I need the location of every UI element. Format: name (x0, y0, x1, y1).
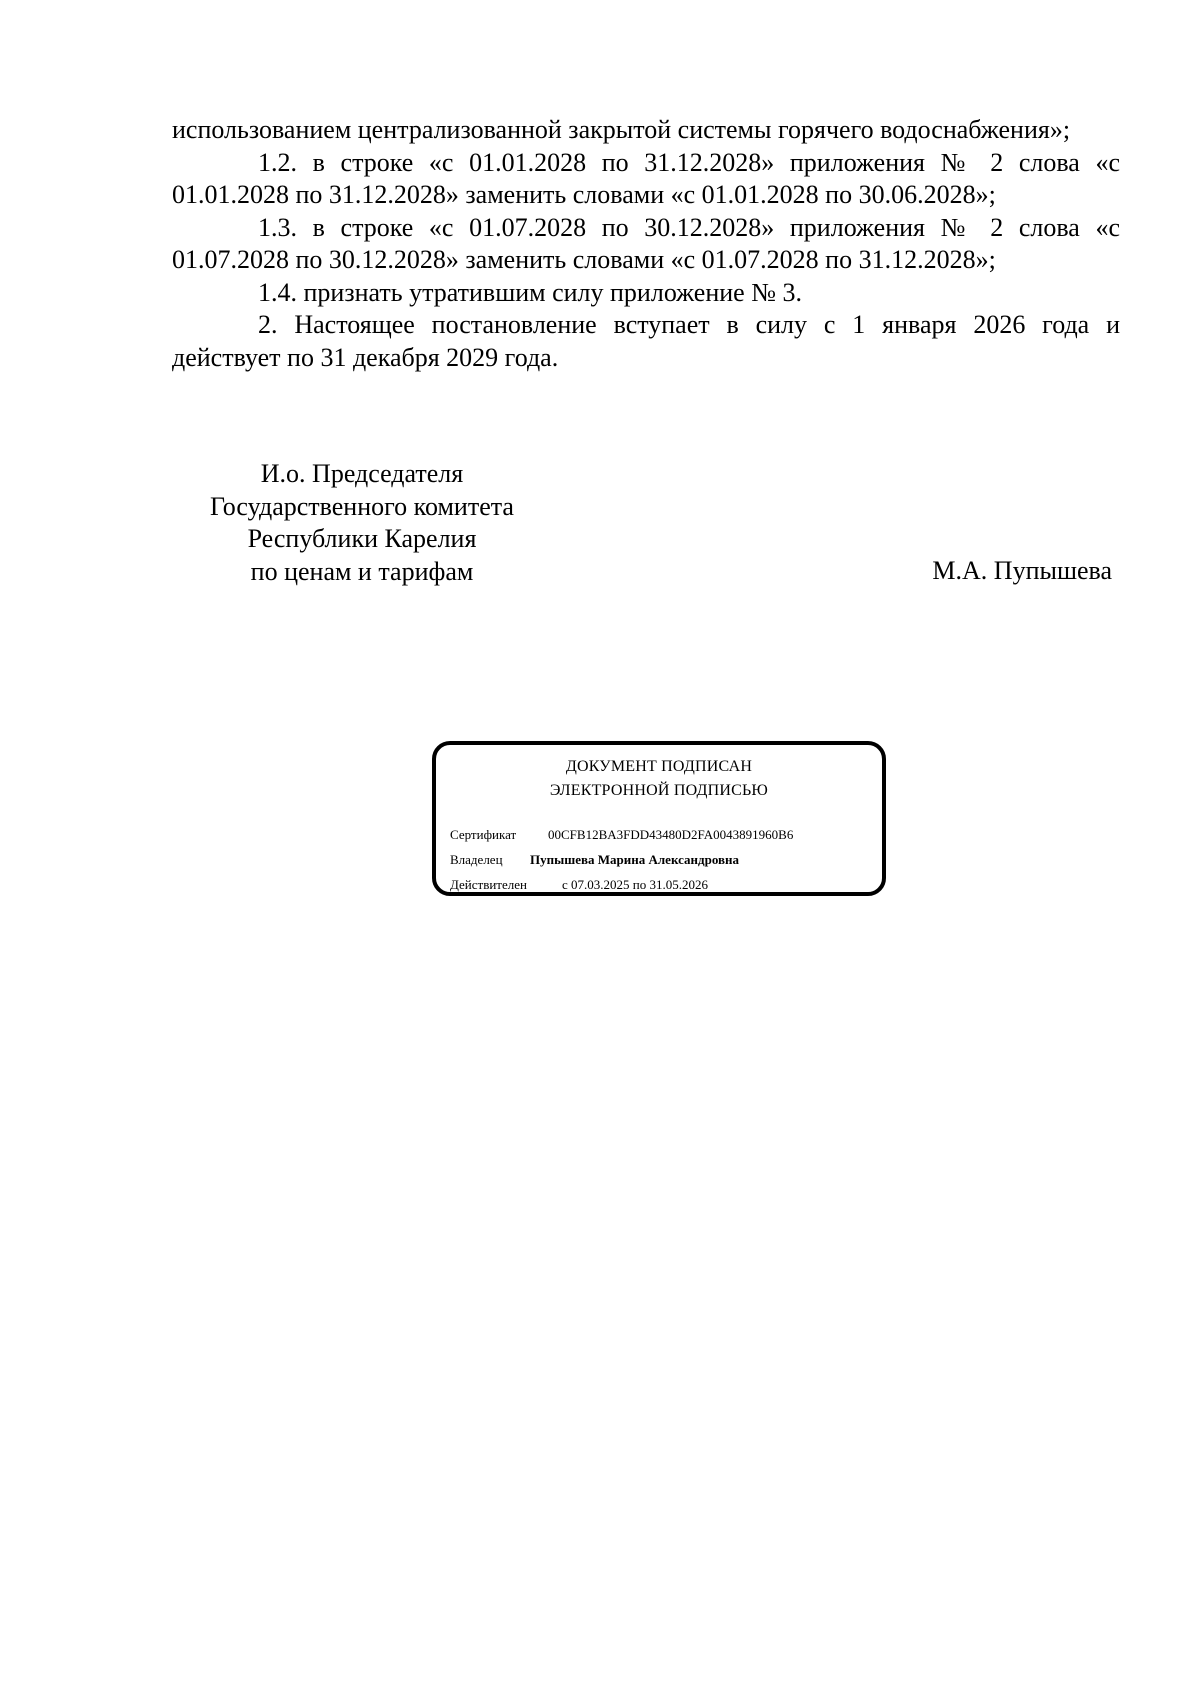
owner-label: Владелец (450, 852, 503, 867)
validity-value: с 07.03.2025 по 31.05.2026 (562, 877, 708, 892)
signer-position-line: по ценам и тарифам (250, 556, 474, 586)
validity-label: Действителен (450, 877, 527, 892)
owner-value: Пупышева Марина Александровна (530, 852, 740, 867)
stamp-certificate-row (450, 826, 793, 844)
stamp-title-line: ЭЛЕКТРОННОЙ ПОДПИСЬЮ (549, 782, 769, 799)
paragraph-1-2: 1.2. в строке «с 01.01.2028 по 31.12.2028» приложения № 2 слова «с 01.01.2028 по 31.12.2028» заменить словами «с 01.01.2028 по 30.06.2028»; (172, 147, 1120, 209)
certificate-label: Сертификат (450, 827, 517, 842)
stamp-title (436, 755, 882, 803)
signer-position (172, 458, 552, 588)
signer-position-line: Республики Карелия (247, 524, 477, 553)
signer-position-line: И.о. Председателя (260, 459, 464, 488)
stamp-owner-row (450, 851, 739, 869)
signer-position-line: Государственного комитета (210, 491, 514, 521)
electronic-signature-stamp (432, 741, 886, 896)
paragraph-1-3: 1.3. в строке «с 01.07.2028 по 30.12.2028» приложения № 2 слова «с 01.07.2028 по 30.12.2028» заменить словами «с 01.07.2028 по 31.12.2028»; (172, 212, 1120, 274)
paragraph-continuation: использованием централизованной закрытой системы горячего водоснабжения»; (172, 115, 1071, 144)
stamp-validity-row (450, 876, 708, 894)
document-body (172, 114, 1120, 374)
stamp-title-line: ДОКУМЕНТ ПОДПИСАН (565, 758, 753, 775)
certificate-value: 00CFB12BA3FDD43480D2FA0043891960B6 (548, 827, 794, 842)
paragraph-1-4: 1.4. признать утратившим силу приложение № 3. (258, 277, 803, 307)
paragraph-2: 2. Настоящее постановление вступает в силу с 1 января 2026 года и действует по 31 декабря 2029 года. (172, 310, 1120, 372)
signer-name: М.А. Пупышева (932, 556, 1112, 585)
